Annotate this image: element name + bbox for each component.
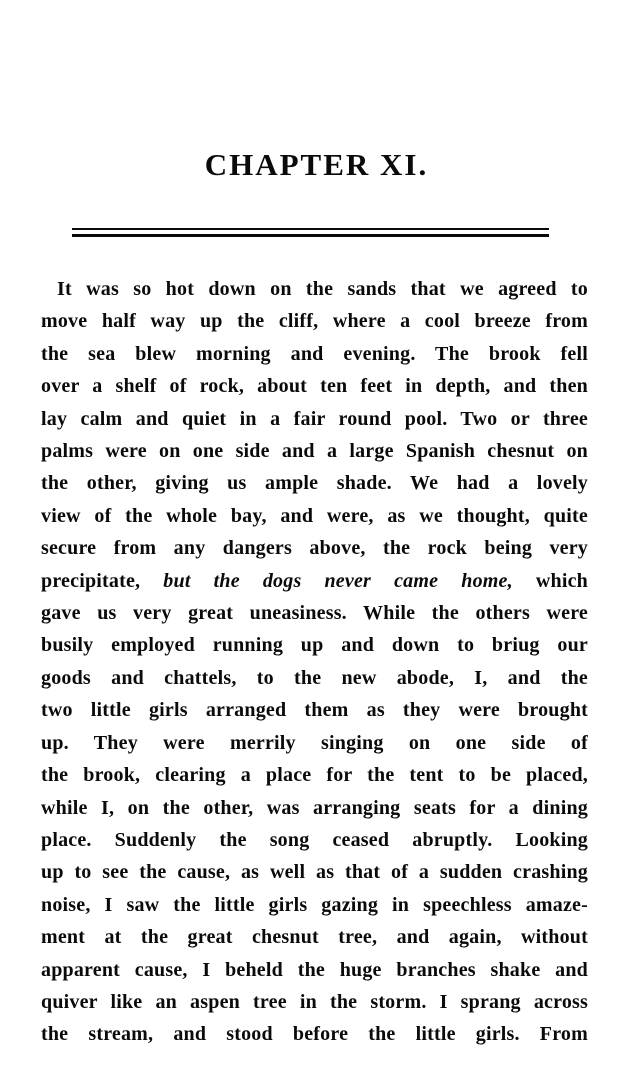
text-segment: place. Suddenly the song ceased abruptly. Looking bbox=[41, 828, 588, 851]
text-segment: goods and chattels, to the new abode, I, and the bbox=[41, 666, 588, 689]
text-segment: move half way up the cliff, where a cool breeze from bbox=[41, 310, 588, 333]
text-segment: up to see the cause, as well as that of a sudden crashing bbox=[41, 861, 588, 884]
text-segment: two little girls arranged them as they were brought bbox=[41, 699, 588, 722]
text-segment: view of the whole bay, and were, as we thought, quite bbox=[41, 504, 588, 527]
text-segment: lay calm and quiet in a fair round pool. Two or three bbox=[41, 407, 588, 430]
paragraph-line bbox=[41, 662, 588, 694]
text-segment: over a shelf of rock, about ten feet in depth, and then bbox=[41, 375, 588, 398]
text-segment: It was so hot down on the sands that we agreed to bbox=[57, 278, 588, 300]
text-segment: secure from any dangers above, the rock being very bbox=[41, 537, 588, 560]
text-segment: palms were on one side and a large Spanish chesnut on bbox=[41, 440, 588, 463]
chapter-divider-rule bbox=[72, 228, 549, 237]
paragraph-line bbox=[41, 1018, 588, 1050]
paragraph-line bbox=[41, 403, 588, 435]
text-segment: which bbox=[512, 569, 588, 592]
paragraph-line bbox=[41, 565, 588, 597]
text-segment: apparent cause, I beheld the huge branches shake and bbox=[41, 958, 588, 981]
paragraph-line bbox=[41, 759, 588, 791]
text-segment: noise, I saw the little girls gazing in speechless amaze- bbox=[41, 893, 588, 916]
paragraph-line bbox=[41, 435, 588, 467]
paragraph-line bbox=[41, 338, 588, 370]
paragraph-line bbox=[41, 305, 588, 337]
paragraph-line bbox=[41, 500, 588, 532]
paragraph-line bbox=[41, 597, 588, 629]
paragraph-line bbox=[41, 370, 588, 402]
paragraph-line bbox=[41, 727, 588, 759]
chapter-paragraph bbox=[41, 273, 588, 1051]
text-segment: busily employed running up and down to briug our bbox=[41, 634, 588, 657]
text-segment: ment at the great chesnut tree, and again, without bbox=[41, 926, 588, 949]
paragraph-line bbox=[41, 986, 588, 1018]
text-segment: precipitate, bbox=[41, 569, 164, 592]
text-segment: the sea blew morning and evening. The brook fell bbox=[41, 342, 588, 365]
paragraph-line bbox=[41, 273, 588, 305]
paragraph-line bbox=[41, 889, 588, 921]
paragraph-line bbox=[41, 954, 588, 986]
paragraph-line bbox=[41, 921, 588, 953]
paragraph-line bbox=[41, 532, 588, 564]
text-segment: the other, giving us ample shade. We had a lovely bbox=[41, 472, 588, 495]
text-segment: up. They were merrily singing on one side of bbox=[41, 731, 588, 754]
chapter-heading: CHAPTER XI. bbox=[204, 147, 429, 182]
paragraph-line bbox=[41, 792, 588, 824]
text-segment: the stream, and stood before the little girls. From bbox=[41, 1023, 588, 1046]
paragraph-line bbox=[41, 824, 588, 856]
paragraph-line bbox=[41, 467, 588, 499]
text-segment: while I, on the other, was arranging seats for a dining bbox=[41, 796, 588, 819]
text-segment: gave us very great uneasiness. While the others were bbox=[41, 602, 588, 625]
text-segment: the brook, clearing a place for the tent to be placed, bbox=[41, 764, 588, 787]
text-segment: quiver like an aspen tree in the storm. I sprang across bbox=[41, 990, 588, 1013]
paragraph-line bbox=[41, 629, 588, 661]
paragraph-line bbox=[41, 856, 588, 888]
paragraph-line bbox=[41, 694, 588, 726]
italic-phrase: but the dogs never came home, bbox=[163, 569, 513, 592]
